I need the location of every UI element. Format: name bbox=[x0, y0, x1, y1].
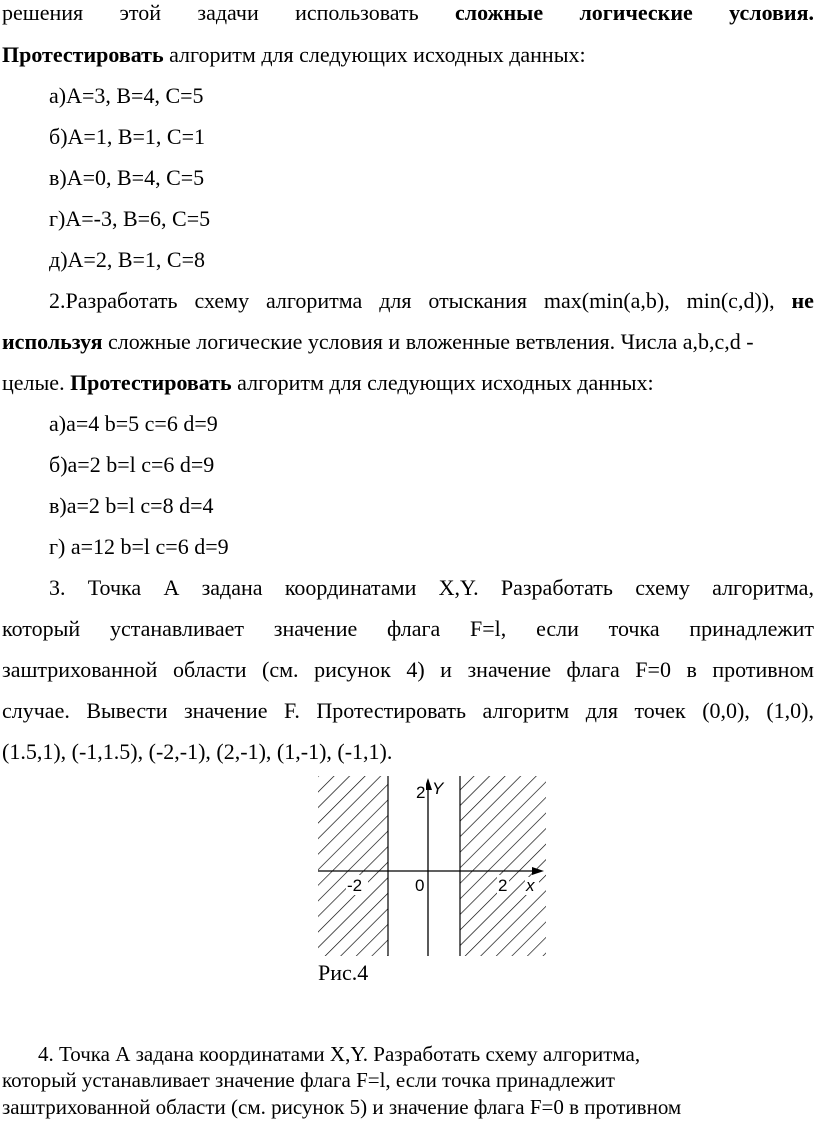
text: флага bbox=[387, 616, 441, 641]
text: который bbox=[2, 616, 81, 641]
x-tick-2: 2 bbox=[498, 876, 508, 895]
text: 2.Разработать bbox=[49, 288, 178, 313]
text: и bbox=[440, 657, 452, 682]
text: 3. bbox=[49, 575, 66, 600]
text: использовать bbox=[295, 0, 419, 25]
bold-text: условия. bbox=[729, 0, 814, 25]
text: случае. bbox=[2, 698, 70, 723]
text: X,Y. bbox=[438, 575, 479, 600]
text: заштрихованной bbox=[2, 657, 158, 682]
text: (0,0), bbox=[702, 698, 750, 723]
x-tick-neg2: -2 bbox=[347, 876, 363, 895]
text: алгоритм для следующих исходных данных: bbox=[163, 42, 586, 67]
text: принадлежит bbox=[689, 616, 814, 641]
x-axis-label: x bbox=[526, 876, 535, 895]
p3-line-4 bbox=[2, 698, 814, 724]
text: задачи bbox=[197, 0, 259, 25]
text: для bbox=[585, 698, 618, 723]
p4-line-3: заштрихованной области (см. рисунок 5) и значение флага F=0 в противном bbox=[2, 1095, 682, 1119]
text: Вывести bbox=[86, 698, 168, 723]
text: точка bbox=[608, 616, 660, 641]
p2-line-2 bbox=[2, 329, 814, 355]
p1-item: г)A=-3, B=6, C=5 bbox=[49, 206, 211, 231]
p1-item: а)A=3, B=4, C=5 bbox=[49, 83, 204, 108]
origin-label: 0 bbox=[415, 876, 425, 895]
p1-line-2 bbox=[2, 42, 814, 68]
p2-item: а)a=4 b=5 c=6 d=9 bbox=[49, 411, 218, 436]
text: max(min(a,b), bbox=[543, 288, 670, 313]
text: (1,0), bbox=[766, 698, 814, 723]
bold-text: сложные bbox=[454, 0, 544, 25]
p1-item: в)A=0, B=4, C=5 bbox=[49, 165, 205, 190]
hatched-region-left bbox=[318, 776, 388, 956]
p3-line-2 bbox=[2, 616, 814, 642]
bold-text: не bbox=[791, 288, 814, 313]
text: этой bbox=[119, 0, 162, 25]
text: Точка bbox=[87, 575, 142, 600]
text: min(c,d)), bbox=[686, 288, 775, 313]
p1-line-1 bbox=[2, 0, 814, 26]
text: значение bbox=[183, 698, 268, 723]
text: отыскания bbox=[428, 288, 528, 313]
text: точек bbox=[634, 698, 686, 723]
text: А bbox=[163, 575, 180, 600]
text: (см. bbox=[262, 657, 299, 682]
text: устанавливает bbox=[109, 616, 244, 641]
text: F=0 bbox=[635, 657, 671, 682]
p3-line-5: (1.5,1), (-1,1.5), (-2,-1), (2,-1), (1,-1), (-1,1). bbox=[2, 739, 393, 764]
text: флага bbox=[566, 657, 620, 682]
p1-item: д)A=2, B=1, C=8 bbox=[49, 247, 205, 272]
text: если bbox=[536, 616, 579, 641]
text: F. bbox=[283, 698, 300, 723]
text: решения bbox=[2, 0, 84, 25]
text: значение bbox=[273, 616, 358, 641]
text: противном bbox=[712, 657, 814, 682]
text: значение bbox=[467, 657, 551, 682]
bold-text: логические bbox=[579, 0, 693, 25]
text: для bbox=[379, 288, 412, 313]
text: 4) bbox=[406, 657, 425, 682]
p2-item: в)a=2 b=l c=8 d=4 bbox=[49, 493, 214, 518]
figure-caption: Рис.4 bbox=[318, 960, 369, 985]
text: задана bbox=[201, 575, 263, 600]
p1-item: б)A=1, B=1, C=1 bbox=[49, 124, 205, 149]
p2-line-1 bbox=[49, 288, 814, 314]
hatched-region-right bbox=[460, 776, 546, 956]
text: алгоритма bbox=[265, 288, 363, 313]
bold-text: Протестировать bbox=[70, 370, 232, 395]
text: схему bbox=[194, 288, 250, 313]
p3-line-3 bbox=[2, 657, 814, 683]
p4-line-1: 4. Точка А задана координатами X,Y. Разработать схему алгоритма, bbox=[38, 1042, 641, 1066]
text: Протестировать bbox=[316, 698, 467, 723]
p2-line-3 bbox=[2, 370, 814, 396]
text: алгоритм для следующих исходных данных: bbox=[231, 370, 654, 395]
text: координатами bbox=[284, 575, 417, 600]
text: алгоритм bbox=[482, 698, 570, 723]
text: целые. bbox=[2, 370, 71, 395]
text: сложные логические условия и вложенные ветвления. Числа a,b,c,d - bbox=[102, 329, 754, 354]
p2-item: г) a=12 b=l c=6 d=9 bbox=[49, 534, 229, 559]
y-axis-label: Y bbox=[432, 779, 444, 798]
text: F=l, bbox=[470, 616, 507, 641]
y-tick-2: 2 bbox=[416, 783, 426, 802]
text: Разработать bbox=[500, 575, 613, 600]
bold-text: используя bbox=[2, 329, 103, 354]
figure-4 bbox=[318, 776, 546, 956]
p3-line-1 bbox=[49, 575, 814, 601]
p2-item: б)a=2 b=l c=6 d=9 bbox=[49, 452, 215, 477]
bold-text: Протестировать bbox=[2, 42, 164, 67]
text: в bbox=[686, 657, 697, 682]
text: области bbox=[172, 657, 247, 682]
text: алгоритма, bbox=[712, 575, 814, 600]
p4-line-2: который устанавливает значение флага F=l, если точка принадлежит bbox=[2, 1068, 615, 1092]
text: рисунок bbox=[314, 657, 391, 682]
text: схему bbox=[635, 575, 690, 600]
